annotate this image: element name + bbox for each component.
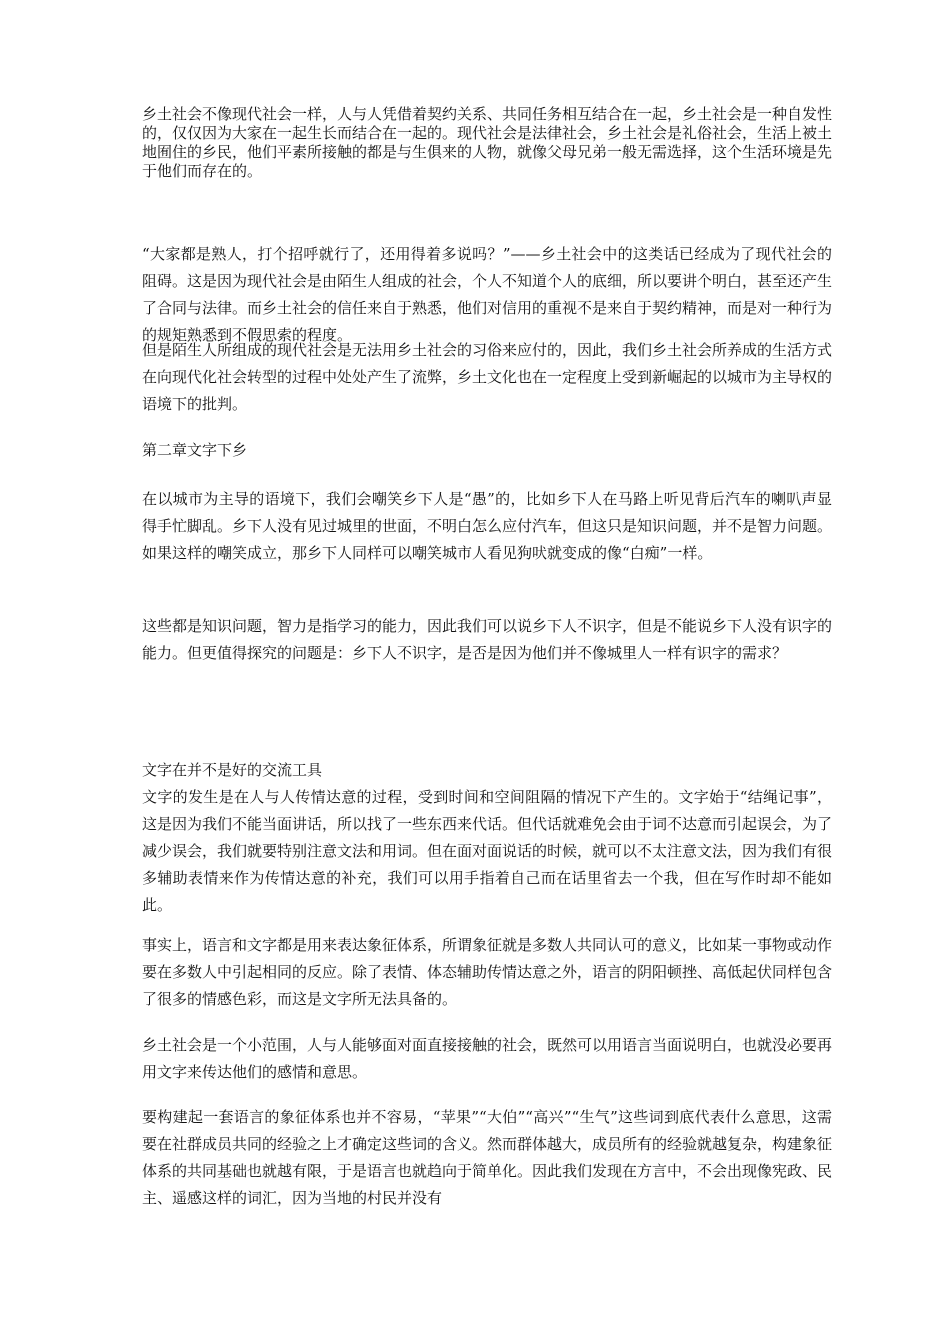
paragraph-9: 要构建起一套语言的象征体系也并不容易，“苹果”“大伯”“高兴”“生气”这些词到底代表什么意思，这需要在社群成员共同的经验之上才确定这些词的含义。然而群体越大，成员所有的经验就越复杂，构建象征体系的共同基础也就越有限，于是语言也就趋向于简单化。因此我们发现在方言中，不会出现像宪政、民主、遥感这样的词汇，因为当地的村民并没有 [142,1108,833,1207]
paragraph-5: 这些都是知识问题，智力是指学习的能力，因此我们可以说乡下人不识字，但是不能说乡下人没有识字的能力。但更值得探究的问题是：乡下人不识字，是否是因为他们并不像城里人一样有识字的需求？ [142,617,833,662]
paragraph-6: 文字的发生是在人与人传情达意的过程，受到时间和空间阻隔的情况下产生的。文字始于“结绳记事”，这是因为我们不能当面讲话，所以找了一些东西来代话。但代话就难免会由于词不达意而引起误会，为了减少误会，我们就要特别注意文法和用词。但在面对面说话的时候，就可以不太注意文法，因为我们有很多辅助表情来作为传情达意的补充，我们可以用手指着自己而在话里省去一个我，但在写作时却不能如此。 [142,788,833,914]
chapter-heading: 第二章文字下乡 [142,441,248,459]
section-heading: 文字在并不是好的交流工具 [142,761,323,779]
paragraph-4: 在以城市为主导的语境下，我们会嘲笑乡下人是“愚”的，比如乡下人在马路上听见背后汽车的喇叭声显得手忙脚乱。乡下人没有见过城里的世面，不明白怎么应付汽车，但这只是知识问题，并不是智力问题。如果这样的嘲笑成立，那乡下人同样可以嘲笑城市人看见狗吠就变成的像“白痴”一样。 [142,490,833,562]
paragraph-2: “大家都是熟人，打个招呼就行了，还用得着多说吗？”——乡土社会中的这类话已经成为了现代社会的阻碍。这是因为现代社会是由陌生人组成的社会，个人不知道个人的底细，所以要讲个明白，甚至还产生了合同与法律。而乡土社会的信任来自于熟悉，他们对信用的重视不是来自于契约精神，而是对一种行为的规矩熟悉到不假思索的程度。 [142,245,833,344]
paragraph-8: 乡土社会是一个小范围，人与人能够面对面直接接触的社会，既然可以用语言当面说明白，也就没必要再用文字来传达他们的感情和意思。 [142,1036,833,1081]
paragraph-1: 乡土社会不像现代社会一样，人与人凭借着契约关系、共同任务相互结合在一起，乡土社会是一种自发性的，仅仅因为大家在一起生长而结合在一起的。现代社会是法律社会，乡土社会是礼俗社会，生活上被土地囿住的乡民，他们平素所接触的都是与生俱来的人物，就像父母兄弟一般无需选择，这个生活环境是先于他们而存在的。 [142,105,833,180]
paragraph-3: 但是陌生人所组成的现代社会是无法用乡土社会的习俗来应付的，因此，我们乡土社会所养成的生活方式在向现代化社会转型的过程中处处产生了流弊，乡土文化也在一定程度上受到新崛起的以城市为主导权的语境下的批判。 [142,341,833,413]
paragraph-7: 事实上，语言和文字都是用来表达象征体系，所谓象征就是多数人共同认可的意义，比如某一事物或动作要在多数人中引起相同的反应。除了表情、体态辅助传情达意之外，语言的阴阳顿挫、高低起伏同样包含了很多的情感色彩，而这是文字所无法具备的。 [142,936,833,1008]
